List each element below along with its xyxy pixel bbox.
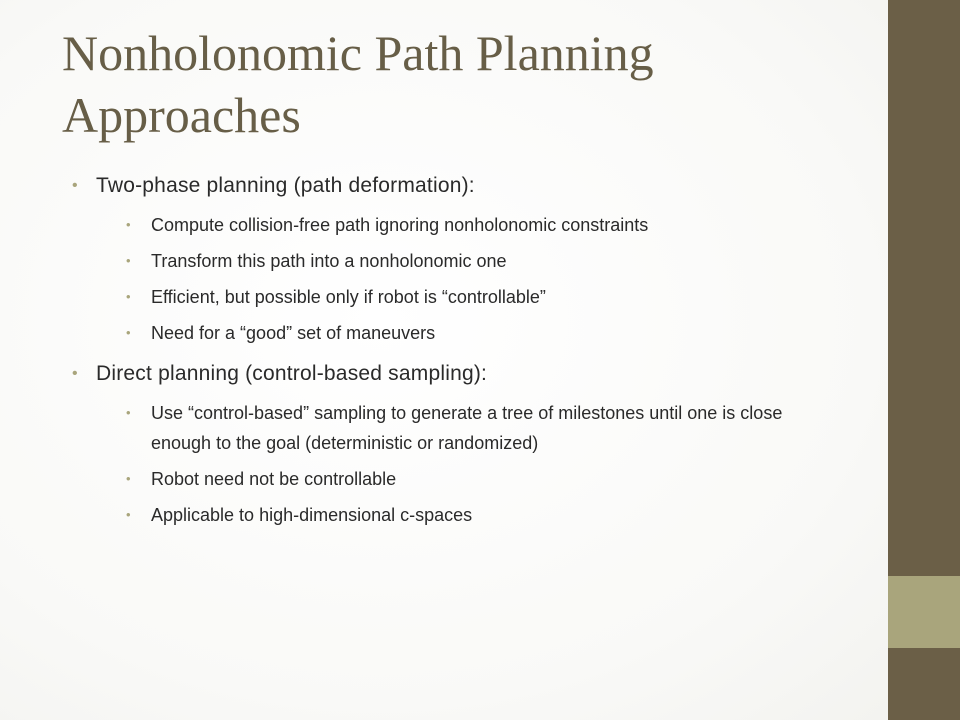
bullet-icon: •: [126, 289, 131, 304]
sidebar-dark-block: [888, 0, 960, 576]
bullet-icon: •: [126, 253, 131, 268]
list-item: [120, 246, 831, 276]
section-heading: Two-phase planning (path deformation):: [96, 174, 475, 197]
bullet-icon: •: [126, 471, 131, 486]
bullet-icon: •: [126, 507, 131, 522]
sub-bullet-list: [96, 210, 872, 348]
list-item-text: Need for a “good” set of maneuvers: [151, 323, 436, 343]
bullet-section-two-phase: [72, 172, 872, 348]
list-item: [120, 464, 831, 494]
list-item-text: Compute collision-free path ignoring nonholonomic constraints: [151, 215, 649, 235]
bullet-list: [72, 172, 872, 530]
bullet-icon: •: [126, 325, 131, 340]
list-item-text: Applicable to high-dimensional c-spaces: [151, 505, 473, 525]
decorative-sidebar: [888, 0, 960, 720]
list-item: [120, 318, 831, 348]
sidebar-light-block: [888, 576, 960, 648]
slide-title: Nonholonomic Path Planning Approaches: [62, 25, 654, 143]
section-heading: Direct planning (control-based sampling):: [96, 362, 488, 385]
slide-content: [72, 172, 872, 542]
bullet-icon: •: [72, 177, 78, 194]
bullet-icon: •: [126, 217, 131, 232]
sidebar-dark-block-bottom: [888, 648, 960, 720]
bullet-section-direct: [72, 360, 872, 530]
list-item-text: Use “control-based” sampling to generate a tree of milestones until one is close enough to the goal (deterministic or randomized): [151, 403, 783, 453]
bullet-icon: •: [126, 405, 131, 420]
list-item: [120, 398, 831, 458]
list-item-text: Transform this path into a nonholonomic one: [151, 251, 507, 271]
list-item: [120, 210, 831, 240]
list-item: [120, 282, 831, 312]
sub-bullet-list: [96, 398, 872, 530]
list-item-text: Robot need not be controllable: [151, 469, 397, 489]
list-item-text: Efficient, but possible only if robot is “controllable”: [151, 287, 546, 307]
list-item: [120, 500, 831, 530]
bullet-icon: •: [72, 365, 78, 382]
